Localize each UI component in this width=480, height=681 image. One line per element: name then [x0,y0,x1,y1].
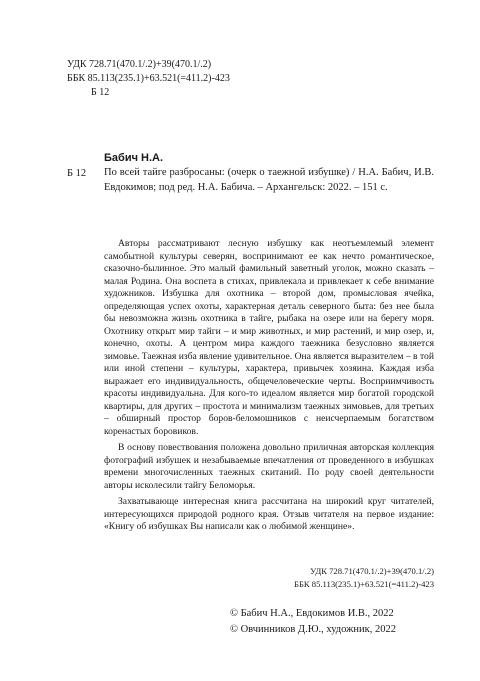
classification-codes-block [67,58,230,100]
author-mark: Б 12 [91,87,110,98]
footer-udk-code: УДК 728.71(470.1/.2)+39(470.1/.2) [310,566,434,576]
side-author-mark: Б 12 [67,168,87,179]
abstract-paragraph: Авторы рассматривают лесную избушку как неотъемлемый элемент самобытной культуры северян, воспринимают ее как нечто романтическое, сказочно-былинное. Это малый фамильный заветный уголок, можно сказать – малая Родина. Она воспета в стихах, привлекала и привлекает к себе внимание художников. Избушка для охотника – второй дом, промысловая ячейка, определяющая успех охоты, характерная деталь северного быта: без нее была бы невозможна жизнь охотника в тайге, рыбака на озере или на берегу моря. Охотнику открыт мир тайги – и мир животных, и мир растений, и мир озер, и, конечно, охоты. А центром мира каждого таежника безусловно является зимовье. Таежная изба явление удивительное. Она является выразителем – в той или иной степени – культуры, характера, привычек хозяина. Каждая изба выражает его индивидуальность, общечеловеческие черты. Восприимчивость красоты индивидуальна. Для кого-то идеалом является мир богатой городской квартиры, для других – простота и минимализм таежных зимовьев, для третьих – обширный простор боров-беломошников с неисчерпаемым богатством коренастых боровиков. [104,238,434,437]
abstract-paragraph: Захватывающе интересная книга рассчитана на широкий круг читателей, интересующихся природой родного края. Отзыв читателя на первое издание: «Книгу об избушках Вы написали как о любимой женщине». [104,496,434,532]
copyright-line: © Бабич Н.А., Евдокимов И.В., 2022 [230,608,394,619]
udk-code: УДК 728.71(470.1/.2)+39(470.1/.2) [67,59,212,70]
copyright-line: © Овчинников Д.Ю., художник, 2022 [230,624,396,635]
bbk-code: ББК 85.113(235.1)+63.521(=411.2)-423 [67,73,230,84]
abstract [104,238,434,534]
bibliographic-entry: По всей тайге разбросаны: (очерк о таежной избушке) / Н.А. Бабич, И.В. Евдокимов; под ред. Н.А. Бабича. – Архангельск: 2022. – 151 с. [104,167,434,193]
author-heading: Бабич Н.А. [104,152,164,164]
footer-bbk-code: ББК 85.113(235.1)+63.521(=411.2)-423 [294,578,434,589]
copyright-block [230,606,396,638]
footer-classification-codes [258,565,434,590]
abstract-paragraph: В основу повествования положена довольно приличная авторская коллекция фотографий избушек и незабываемые впечатления от проведенного в избушках времени многочисленных таежных скитаний. По роду своей деятельности авторы исколесили тайгу Беломорья. [104,442,434,491]
